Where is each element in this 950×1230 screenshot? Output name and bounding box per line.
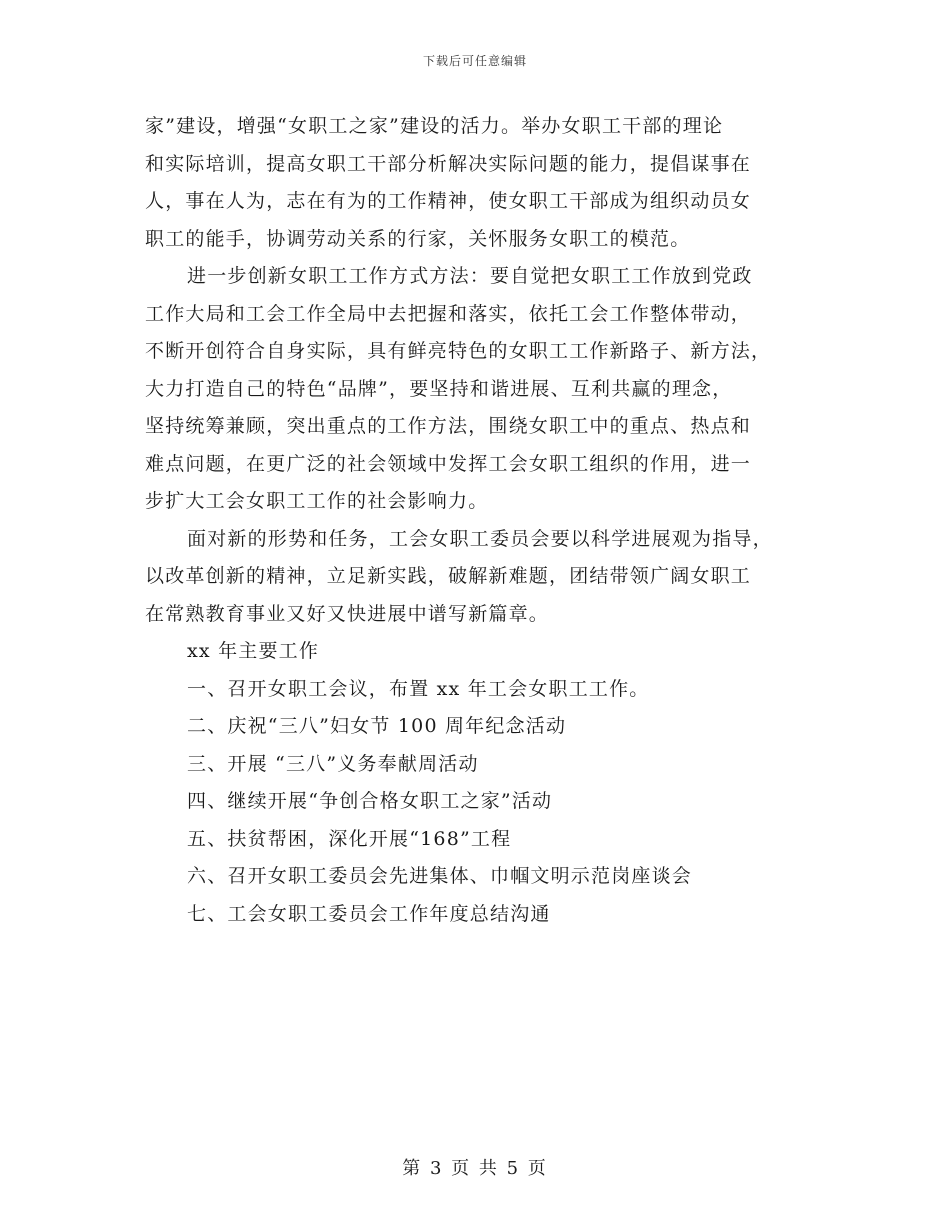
list-item: 四、继续开展“争创合格女职工之家”活动 [187,790,553,812]
list-item: 一、召开女职工会议，布置 xx 年工会女职工工作。 [187,677,650,700]
paragraph-start-line: 面对新的形势和任务，工会女职工委员会要以科学进展观为指导， [187,527,773,550]
body-line: 和实际培训，提高女职工干部分析解决实际问题的能力，提倡谋事在 [145,152,752,175]
body-line: 家”建设，增强“女职工之家”建设的活力。举办女职工干部的理论 [145,115,724,137]
body-line: 难点问题，在更广泛的社会领域中发挥工会女职工组织的作用，进一 [145,452,752,475]
list-item: 七、工会女职工委员会工作年度总结沟通 [187,902,551,925]
body-line: 在常熟教育事业又好又快进展中谱写新篇章。 [145,602,550,625]
document-body [145,108,810,933]
list-item: 六、召开女职工委员会先进集体、巾帼文明示范岗座谈会 [187,865,693,887]
list-item: 二、庆祝“三八”妇女节 100 周年纪念活动 [187,715,567,737]
body-line: 以改革创新的精神，立足新实践，破解新难题，团结带领广阔女职工 [145,565,752,587]
body-line: 人，事在人为，志在有为的工作精神，使女职工干部成为组织动员女 [145,190,752,212]
body-line: 步扩大工会女职工工作的社会影响力。 [145,490,489,512]
body-line: 工作大局和工会工作全局中去把握和落实，依托工会工作整体带动， [145,302,752,325]
page-header: 下载后可任意编辑 [422,54,527,68]
body-line: 大力打造自己的特色“品牌”，要坚持和谐进展、互利共赢的理念， [145,377,733,400]
page-number-footer: 第 3 页 共 5 页 [402,1158,548,1179]
list-item: 五、扶贫帮困，深化开展“168”工程 [187,827,512,850]
paragraph-start-line: 进一步创新女职工工作方式方法：要自觉把女职工工作放到党政 [187,265,753,287]
body-line: 坚持统筹兼顾，突出重点的工作方法，围绕女职工中的重点、热点和 [145,415,752,437]
list-item: 三、开展 “三八”义务奉献周活动 [187,752,479,775]
body-line: 职工的能手，协调劳动关系的行家，关怀服务女职工的模范。 [145,227,691,250]
body-line: 不断开创符合自身实际，具有鲜亮特色的女职工工作新路子、新方法， [145,340,772,362]
section-heading: xx 年主要工作 [187,640,320,662]
